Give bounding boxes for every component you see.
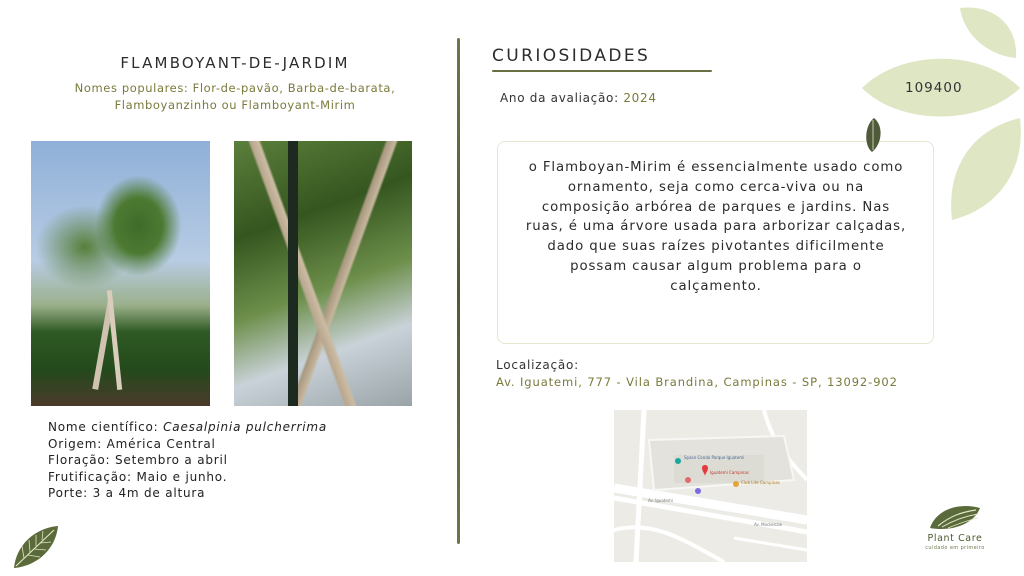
scientific-name-value: Caesalpinia pulcherrima <box>163 420 328 434</box>
curiosidades-line: calçamento. <box>670 278 762 294</box>
map-pin-orange <box>733 481 739 487</box>
leaf-icon-bottom <box>951 118 1021 220</box>
curiosidades-line: composição arbórea de parques e jardins. Nas <box>541 199 891 215</box>
map-pin-teal <box>675 458 681 464</box>
curiosidades-line: ornamento, seja como cerca-viva ou na <box>567 179 865 195</box>
leaf-icon-bottom-left <box>10 522 62 572</box>
curiosidades-line: dado que suas raízes pivotantes dificilmente <box>547 239 885 255</box>
map-pin-purple <box>695 488 701 494</box>
evaluation-year-label: Ano da avaliação: <box>500 91 624 105</box>
popular-names-line2: Flamboyanzinho ou Flamboyant-Mirim <box>114 98 356 112</box>
plant-code: 109400 <box>905 80 963 96</box>
map-label-space-condo: Space Condo Parque Iguatemi <box>684 455 745 460</box>
scientific-name <box>48 419 327 436</box>
flowering: Floração: Setembro a abril <box>48 453 228 467</box>
plant-details <box>48 419 327 502</box>
plant-care-logo-icon <box>928 502 982 532</box>
map-label-road-2: Av. Mackenzie <box>754 522 783 527</box>
popular-names <box>40 80 430 114</box>
origin: Origem: América Central <box>48 436 216 451</box>
plant-photo-1 <box>31 141 210 406</box>
plant-size: Porte: 3 a 4m de altura <box>48 486 206 500</box>
location-address: Av. Iguatemi, 777 - Vila Brandina, Campinas - SP, 13092-902 <box>496 375 898 389</box>
leaf-icon-small-dark <box>866 118 880 152</box>
plant-title: FLAMBOYANT-DE-JARDIM <box>120 54 350 72</box>
leaves-decoration <box>860 0 1024 225</box>
column-divider <box>457 38 460 544</box>
plant-photo-2 <box>234 141 412 406</box>
map-label-iguatemi: Iguatemi Campinas <box>710 470 749 475</box>
scientific-name-label: Nome científico: <box>48 420 164 434</box>
evaluation-year <box>500 91 657 105</box>
location-label: Localização: <box>496 358 580 372</box>
curiosidades-underline <box>492 70 712 72</box>
curiosidades-line: o Flamboyan-Mirim é essencialmente usado como <box>528 160 904 175</box>
map-pin-red <box>685 477 691 483</box>
map-label-club: Club Lite Campinas <box>741 480 780 485</box>
map-label-road: Av. Iguatemi <box>648 498 673 503</box>
curiosidades-line: possam causar algum problema para o <box>570 258 862 274</box>
leaf-icon-top <box>960 7 1016 58</box>
popular-names-line1: Nomes populares: Flor-de-pavão, Barba-de-barata, <box>74 81 396 95</box>
evaluation-year-value: 2024 <box>623 91 657 105</box>
curiosidades-line: ruas, é uma árvore usada para arborizar calçadas, <box>525 219 907 235</box>
photo2-lamp-pole <box>288 141 298 406</box>
logo-name: Plant Care <box>927 533 983 544</box>
curiosidades-title: CURIOSIDADES <box>492 46 651 66</box>
map-graphic <box>614 410 807 562</box>
location-map[interactable] <box>614 410 807 562</box>
fruiting: Frutificação: Maio e junho. <box>48 469 228 484</box>
logo-tagline: cuidado em primeiro <box>925 545 985 551</box>
